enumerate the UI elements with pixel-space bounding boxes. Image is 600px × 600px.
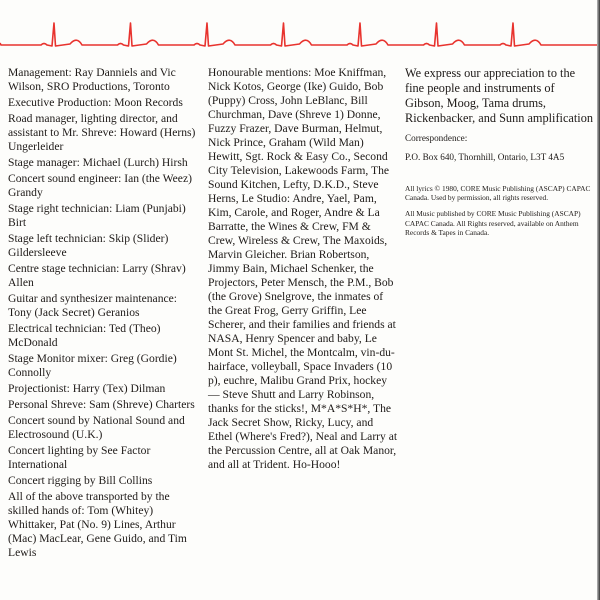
credit-entry: Guitar and synthesizer maintenance: Tony (Jack Secret) Geranios — [8, 292, 178, 319]
credit-entry: Stage manager: Michael (Lurch) Hirsh — [8, 156, 188, 169]
credit-entry: All of the above transported by the skilled hands of: Tom (Whitey) Whittaker, Pat (No. 9) Lines, Arthur (Mac) MacLear, Gene Guido, and Tim Lewis — [8, 490, 187, 559]
honourable-mentions-column — [208, 66, 400, 474]
credit-entry: Concert lighting by See Factor International — [8, 444, 151, 471]
credit-entry: Concert sound by National Sound and Electrosound (U.K.) — [8, 414, 185, 441]
music-copyright: All Music published by CORE Music Publishing (ASCAP) CAPAC Canada. All Rights reserved, available on Anthem Records & Tapes in Canada. — [405, 209, 581, 237]
honourable-mentions-text: Honourable mentions: Moe Kniffman, Nick Kotos, George (Ike) Guido, Bob (Puppy) Cross, John LeBlanc, Bill Churchman, Dave (Shreve 1) Donne, Fuzzy Frazer, Dave Burman, Helmut, Nick Prince, Graham (Wild Man) Hewitt, Sgt. Rock & Easy Co., Second City Television, Lakewoods Farm, The Sound Kitchen, Lefty, D.K.D., Steve Herns, Le Studio: Andre, Yael, Pam, Kim, Carole, and Roger, Andre & La Barratte, the Wines & Crew, FM & Crew, Wireless & Crew, The Maxoids, Marvin Gleicher. Brian Robertson, Jimmy Bain, Michael Schenker, the Projectors, Peter Mensch, the P.M., Bob (the Grove) Snelgrove, the inmates of the Great Frog, Gerry Griffin, Lee Scherer, and their families and friends at NASA, Henry Spencer and baby, Le Mont St. Michel, the Montcalm, vin-du-hairface, volleyball, Space Invaders (10 p), euchre, Malibu Grand Prix, hockey — Steve Shutt and Larry Robinson, thanks for the sticks!, M*A*S*H*, The Jack Secret Show, Ricky, Lucy, and Ethel (Where's Fred?), Neal and Larry at the Percussion Centre, all at Oak Manor, and all at Trident. Ho-Hooo! — [208, 66, 398, 471]
credit-entry: Executive Production: Moon Records — [8, 96, 183, 109]
credit-entry: Stage right technician: Liam (Punjabi) Birt — [8, 202, 186, 229]
correspondence-label: Correspondence: — [405, 133, 468, 143]
acknowledgements-column — [405, 66, 595, 244]
heartbeat-line-graphic — [0, 0, 600, 60]
credit-entry: Electrical technician: Ted (Theo) McDonald — [8, 322, 161, 349]
ecg-trace — [0, 23, 600, 46]
lyrics-copyright: All lyrics © 1980, CORE Music Publishing (ASCAP) CAPAC Canada. Used by permission, all rights reserved. — [405, 184, 591, 203]
credit-entry: Management: Ray Danniels and Vic Wilson, SRO Productions, Toronto — [8, 66, 176, 93]
crew-credits-column — [8, 66, 203, 562]
credit-entry: Concert sound engineer: Ian (the Weez) Grandy — [8, 172, 192, 199]
credit-entry: Concert rigging by Bill Collins — [8, 474, 153, 487]
credit-entry: Personal Shreve: Sam (Shreve) Charters — [8, 398, 195, 411]
credit-entry: Road manager, lighting director, and assistant to Mr. Shreve: Howard (Herns) Ungerleider — [8, 112, 196, 153]
appreciation-text: We express our appreciation to the fine people and instruments of Gibson, Moog, Tama drums, Rickenbacker, and Sunn amplification — [405, 66, 594, 125]
credit-entry: Projectionist: Harry (Tex) Dilman — [8, 382, 166, 395]
credit-entry: Stage Monitor mixer: Greg (Gordie) Connolly — [8, 352, 177, 379]
credit-entry: Stage left technician: Skip (Slider) Gildersleeve — [8, 232, 169, 259]
mailing-address: P.O. Box 640, Thornhill, Ontario, L3T 4A5 — [405, 152, 565, 162]
credit-entry: Centre stage technician: Larry (Shrav) Allen — [8, 262, 186, 289]
